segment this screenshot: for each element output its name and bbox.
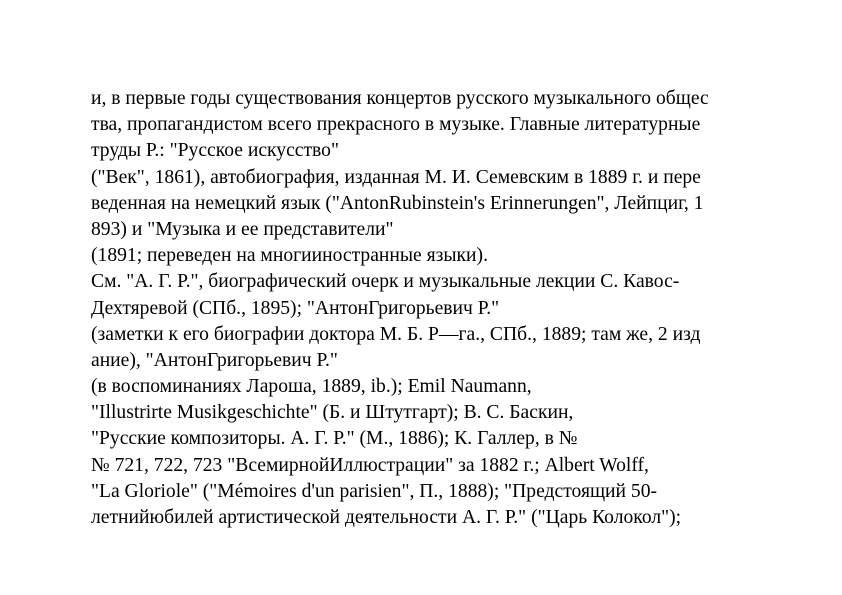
text-line: "La Gloriole" ("Mémoires d'un parisien", П., 1888); "Предстоящий 50- bbox=[91, 480, 658, 502]
body-text bbox=[91, 86, 811, 531]
text-line: и, в первые годы существования концертов русского музыкального общес bbox=[91, 88, 709, 109]
text-line: "Русские композиторы. А. Г. Р." (М., 1886); К. Галлер, в № bbox=[91, 428, 578, 450]
text-line: № 721, 722, 723 "ВсемирнойИллюстрации" за 1882 г.; Albert Wolff, bbox=[91, 454, 649, 476]
text-line: (в воспоминаниях Лароша, 1889, ib.); Emil Naumann, bbox=[91, 376, 532, 398]
text-line: ание), "АнтонГригорьевич Р." bbox=[91, 349, 338, 371]
text-line: труды Р.: "Русское искусство" bbox=[91, 140, 339, 162]
text-line: "Illustrirte Musikgeschichte" (Б. и Штутгарт); В. С. Баскин, bbox=[91, 402, 574, 424]
text-line: См. "А. Г. Р.", биографический очерк и музыкальные лекции С. Кавос- bbox=[91, 271, 680, 293]
text-line: тва, пропагандистом всего прекрасного в музыке. Главные литературные bbox=[91, 114, 701, 136]
text-line: 893) и "Музыка и ее представители" bbox=[91, 218, 394, 240]
text-line: летнийюбилей артистической деятельности А. Г. Р." ("Царь Колокол"); bbox=[91, 507, 682, 528]
text-line: ("Век", 1861), автобиография, изданная М. И. Семевским в 1889 г. и пере bbox=[91, 166, 701, 188]
text-line: (1891; переведен на многииностранные языки). bbox=[91, 245, 488, 267]
text-line: (заметки к его биографии доктора М. Б. Р—га., СПб., 1889; там же, 2 изд bbox=[91, 323, 701, 345]
text-line: веденная на немецкий язык ("AntonRubinstein's Erinnerungen", Лейпциг, 1 bbox=[91, 192, 704, 214]
text-line: Дехтяревой (СПб., 1895); "АнтонГригорьевич Р." bbox=[91, 297, 500, 319]
